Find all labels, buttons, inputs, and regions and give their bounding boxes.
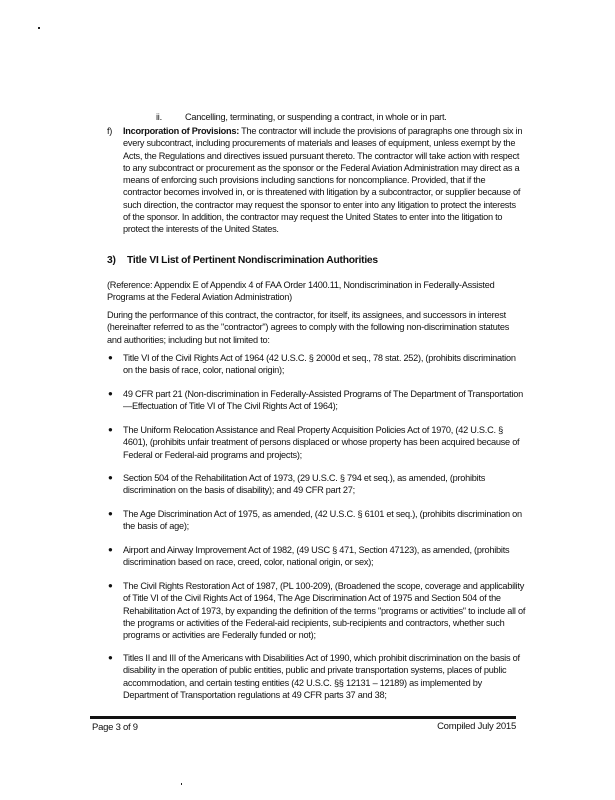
- footer-compiled-date: Compiled July 2015: [437, 721, 516, 732]
- authority-text: The Age Discrimination Act of 1975, as amended, (42 U.S.C. § 6101 et seq.), (prohibits discrimination on the basis of age);: [123, 509, 522, 532]
- bullet-icon: ●: [108, 353, 113, 362]
- authority-text: The Uniform Relocation Assistance and Real Property Acquisition Policies Act of 1970, (42 U.S.C. § 4601), (prohibits unfair treatment of persons displaced or whose property has been acquired because of Federal or Federal-aid programs and projects);: [123, 425, 520, 460]
- section-f-marker: f): [107, 126, 113, 136]
- authority-item: [108, 580, 527, 641]
- authority-item: [108, 424, 527, 461]
- section-3-marker: 3): [107, 255, 116, 266]
- authority-item: [108, 472, 527, 497]
- item-ii: [156, 111, 525, 123]
- authority-text: Section 504 of the Rehabilitation Act of 1973, (29 U.S.C. § 794 et seq.), as amended, (prohibits discrimination on the basis of disability); and 49 CFR part 27;: [123, 473, 486, 496]
- bullet-icon: ●: [108, 425, 113, 434]
- section-f: [107, 125, 525, 236]
- scan-speck: [181, 783, 182, 785]
- section-f-text: The contractor will include the provisions of paragraphs one through six in every subcontract, including procurements of materials and leases of equipment, unless exempt by the Acts, the Regulations and directives issued pursuant thereto. The contractor will take action with respect to any subcontract or procurement as the sponsor or the Federal Aviation Administration may direct as a means of enforcing such provisions including sanctions for noncompliance. Provided, that if the contractor becomes involved in, or is threatened with litigation by a subcontractor, or supplier because of such direction, the contractor may request the sponsor to enter into any litigation to protect the interests of the sponsor. In addition, the contractor may request the United States to enter into the litigation to protect the interests of the United States.: [123, 126, 523, 235]
- bullet-icon: ●: [108, 653, 113, 662]
- footer-rule: [90, 716, 516, 719]
- authority-text: 49 CFR part 21 (Non-discrimination in Federally-Assisted Programs of The Department of Transportation—Effectuation of Title VI of The Civil Rights Act of 1964);: [123, 389, 523, 412]
- bullet-icon: ●: [108, 509, 113, 518]
- authority-text: Titles II and III of the Americans with Disabilities Act of 1990, which prohibit discrimination on the basis of disability in the operation of public entities, public and private transportation systems, places of public accommodation, and certain testing entities (42 U.S.C. §§ 12131 – 12189) as implemented by Department of Transportation regulations at 49 CFR parts 37 and 38;: [123, 653, 520, 700]
- authority-item: [108, 388, 525, 413]
- authority-item: [108, 508, 525, 533]
- authority-text: The Civil Rights Restoration Act of 1987, (PL 100-209), (Broadened the scope, coverage and applicability of Title VI of the Civil Rights Act of 1964, The Age Discrimination Act of 1975 and Section 504 of the Rehabilitation Act of 1973, by expanding the definition of the terms "programs or activities" to include all of the programs or activities of the Federal-aid recipients, sub-recipients and contractors, whether such programs or activities are Federally funded or not);: [123, 581, 526, 641]
- scan-speck: [38, 27, 40, 29]
- section-3-title: Title VI List of Pertinent Nondiscrimination Authorities: [127, 255, 378, 266]
- item-ii-marker: ii.: [156, 112, 162, 122]
- bullet-icon: ●: [108, 389, 113, 398]
- intro-paragraph: During the performance of this contract, the contractor, for itself, its assignees, and successors in interest (hereinafter referred to as the "contractor") agrees to comply with the following non-discrimination statutes and authorities; including but not limited to:: [107, 310, 510, 345]
- item-ii-text: Cancelling, terminating, or suspending a contract, in whole or in part.: [185, 112, 447, 122]
- bullet-icon: ●: [108, 545, 113, 554]
- bullet-icon: ●: [108, 581, 113, 590]
- reference-paragraph: (Reference: Appendix E of Appendix 4 of FAA Order 1400.11, Nondiscrimination in Federally-Assisted Programs at the Federal Aviation Administration): [107, 280, 495, 303]
- section-f-title: Incorporation of Provisions:: [123, 126, 240, 136]
- section-3-heading: [107, 255, 527, 267]
- authority-item: [108, 352, 525, 377]
- bullet-icon: ●: [108, 473, 113, 482]
- authority-item: [108, 544, 525, 569]
- authority-text: Airport and Airway Improvement Act of 1982, (49 USC § 471, Section 47123), as amended, (prohibits discrimination based on race, creed, color, national origin, or sex);: [123, 545, 510, 568]
- authority-text: Title VI of the Civil Rights Act of 1964 (42 U.S.C. § 2000d et seq., 78 stat. 252), (prohibits discrimination on the basis of race, color, national origin);: [123, 353, 516, 376]
- authority-item: [108, 652, 527, 701]
- footer-page-number: Page 3 of 9: [92, 722, 138, 733]
